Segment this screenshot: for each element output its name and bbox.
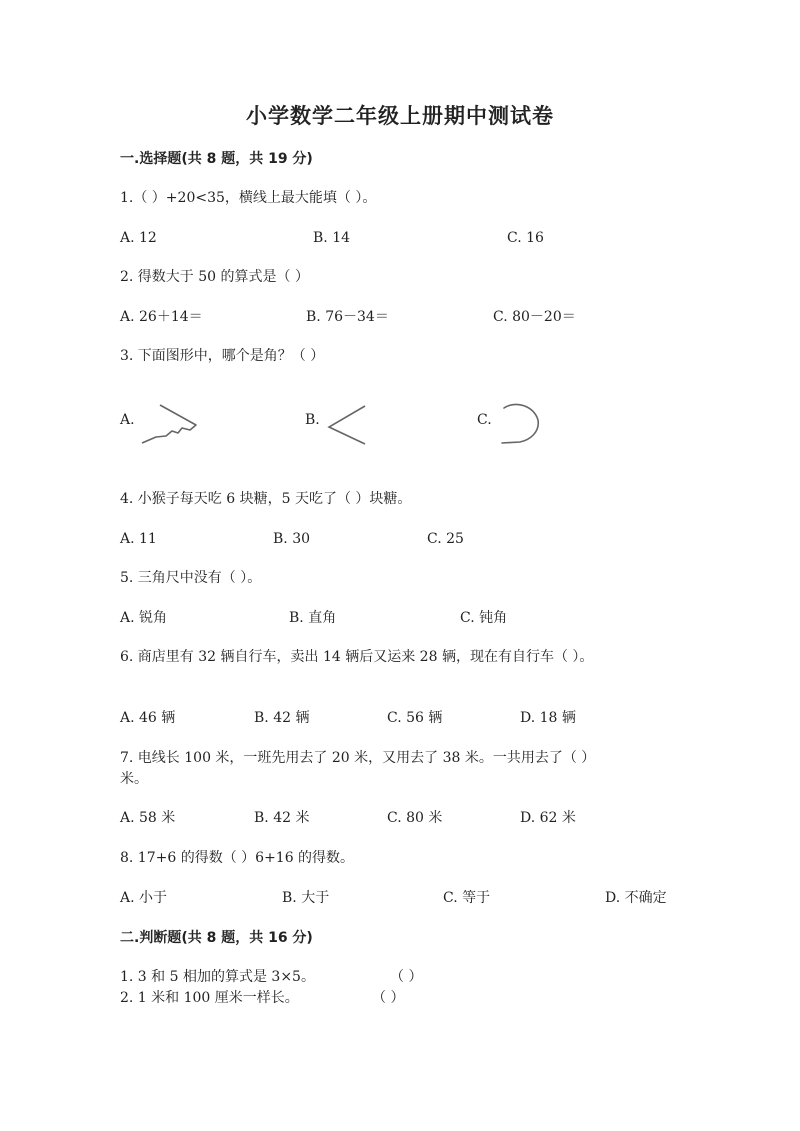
question-1-option-c: C. 16 [507,230,544,246]
judgement-1-text: 1. 3 和 5 相加的算式是 3×5。 [120,969,315,985]
question-8-option-d: D. 不确定 [605,890,667,906]
figure-c-curved-shape [496,402,544,446]
question-8-option-b: B. 大于 [282,890,330,906]
question-4-option-a: A. 11 [120,531,157,547]
question-3-option-c: C. [477,412,492,428]
question-5-option-b: B. 直角 [289,610,337,626]
question-1-option-b: B. 14 [313,230,351,246]
page-title: 小学数学二年级上册期中测试卷 [246,103,554,128]
question-6-option-d: D. 18 辆 [520,710,576,726]
question-5-option-c: C. 钝角 [460,610,508,626]
judgement-1-blank: （ ） [390,969,423,985]
question-4-option-b: B. 30 [273,531,311,547]
question-6-stem: 6. 商店里有 32 辆自行车，卖出 14 辆后又运来 28 辆，现在有自行车（ ）。 [120,649,594,665]
section-heading-choice: 一.选择题(共 8 题，共 19 分) [120,151,313,167]
section-heading-judgement: 二.判断题(共 8 题，共 16 分) [120,930,313,946]
question-1-option-a: A. 12 [120,230,157,246]
question-6-option-c: C. 56 辆 [387,710,443,726]
question-4-option-c: C. 25 [427,531,464,547]
question-7-option-a: A. 58 米 [120,810,176,826]
question-8-option-a: A. 小于 [120,890,168,906]
question-2-option-a: A. 26＋14＝ [120,309,203,325]
question-7-stem-line-1: 7. 电线长 100 米，一班先用去了 20 米，又用去了 38 米。一共用去了（ ） [120,750,596,766]
question-5-stem: 5. 三角尺中没有（ ）。 [120,570,262,586]
question-3-option-b: B. [305,412,320,428]
question-4-stem: 4. 小猴子每天吃 6 块糖，5 天吃了（ ）块糖。 [120,491,412,507]
question-8-option-c: C. 等于 [443,890,491,906]
question-1-stem: 1.（ ）+20<35，横线上最大能填（ ）。 [120,190,377,206]
judgement-2-text: 2. 1 米和 100 厘米一样长。 [120,990,299,1006]
figure-b-angle [325,404,369,446]
question-7-stem-line-2: 米。 [120,771,148,787]
figure-a-non-angle [138,403,202,447]
question-8-stem: 8. 17+6 的得数（ ）6+16 的得数。 [120,850,355,866]
question-2-option-b: B. 76－34＝ [306,309,389,325]
judgement-2-blank: （ ） [372,990,405,1006]
question-7-option-d: D. 62 米 [520,810,576,826]
question-7-option-b: B. 42 米 [254,810,310,826]
question-6-option-a: A. 46 辆 [120,710,176,726]
question-3-option-a: A. [120,412,135,428]
question-3-stem: 3. 下面图形中，哪个是角？（ ） [120,348,325,364]
question-5-option-a: A. 锐角 [120,610,168,626]
question-7-option-c: C. 80 米 [387,810,443,826]
question-6-option-b: B. 42 辆 [254,710,310,726]
question-2-stem: 2. 得数大于 50 的算式是（ ） [120,269,309,285]
question-2-option-c: C. 80－20＝ [493,309,576,325]
